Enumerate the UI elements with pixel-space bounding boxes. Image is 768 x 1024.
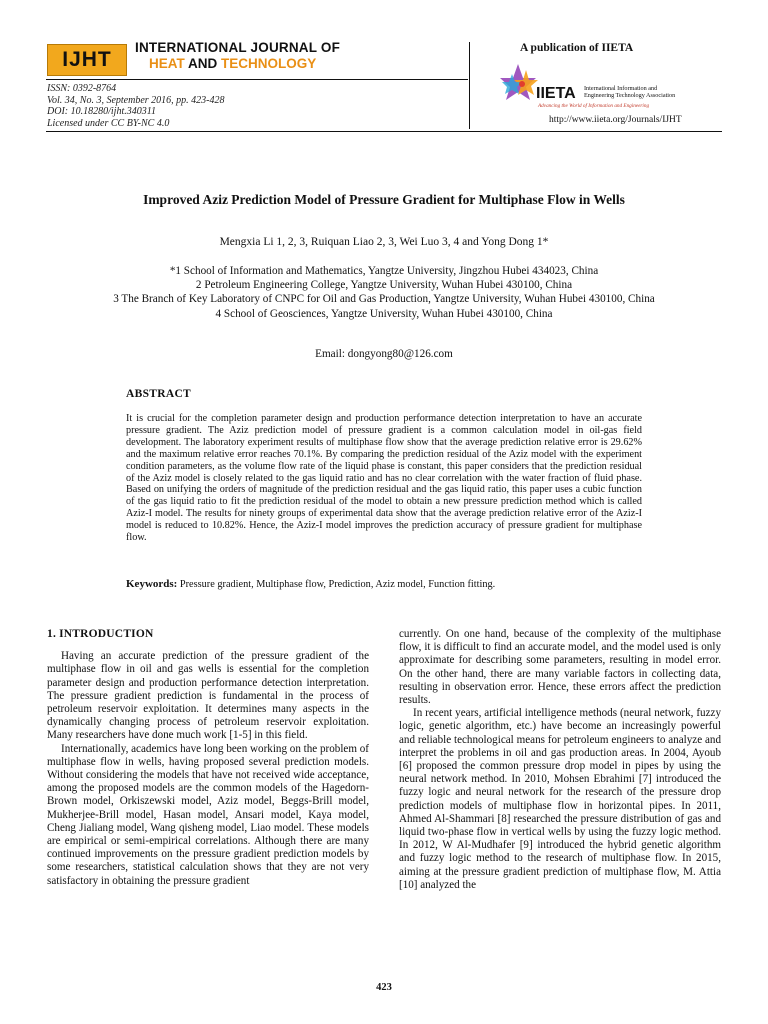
affiliation-2: 2 Petroleum Engineering College, Yangtze University, Wuhan Hubei 430100, China — [195, 279, 573, 292]
affiliation-1: *1 School of Information and Mathematics, Yangtze University, Jingzhou Hubei 434023, China — [169, 265, 599, 277]
iieta-star-icon — [500, 64, 538, 100]
page-number: 423 — [376, 982, 392, 993]
affiliations — [100, 264, 668, 321]
paragraph: Having an accurate prediction of the pressure gradient of the multiphase flow in oil and gas wells is essential for the completion parameter design and production performance detection interpretation. The pressure gradient prediction is fundamental in the process of petroleum reservoir exploitation. It determines many aspects in the dynamically changing process of petroleum reservoir exploitation. Many researchers have done much work [1-5] in this field. — [47, 650, 369, 742]
paper-authors: Mengxia Li 1, 2, 3, Ruiquan Liao 2, 3, Wei Luo 3, 4 and Yong Dong 1* — [219, 236, 549, 248]
left-column — [47, 628, 369, 888]
journal-heat: HEAT — [149, 56, 185, 71]
journal-logo-text: IJHT — [62, 48, 112, 71]
journal-technology: TECHNOLOGY — [221, 56, 317, 71]
journal-url-link[interactable]: http://www.iieta.org/Journals/IJHT — [549, 115, 682, 125]
iieta-logo — [498, 60, 678, 116]
iieta-name-line2: Engineering Technology Association — [584, 92, 676, 99]
header-rule — [46, 79, 468, 80]
paragraph: currently. On one hand, because of the complexity of the multiphase flow, it is difficult to find an accurate model, and the model used is only approximate for describing some parameters, resulting in model error. On the other hand, there are many variable factors in collecting data, resulting in observation error. Hence, these errors affect the prediction results. — [399, 628, 721, 707]
volume-info: Vol. 34, No. 3, September 2016, pp. 423-428 — [47, 94, 225, 106]
doi: DOI: 10.18280/ijht.340311 — [47, 106, 156, 117]
abstract-text: It is crucial for the completion parameter design and production performance detection interpretation to have an accurate pressure gradient. The Aziz prediction model of pressure gradient is a common calculation model in oil-gas field development. The laboratory experiment results of multiphase flow show that the average prediction relative error is 29.62% and the maximum relative error reaches 70.1%. By comparing the prediction residual of the Aziz model with the experiment condition parameters, as the volume flow rate of the liquid phase is constant, this paper considers that the prediction residual of the Aziz model is closely related to the gas liquid ratio and has no clear correlation with the water fraction of fluid phase. Based on unifying the orders of magnitude of the prediction residual and the gas liquid ratio, this paper uses a cubic function of the gas liquid ratio to fit the prediction residual of the model to obtain a new pressure prediction method which is called Aziz-I model. The results for ninety groups of experimental data show that the average prediction relative error of the Aziz-I model is reduced to 10.82%. Hence, the Aziz-I model improves the prediction accuracy of pressure gradient for multiphase flow. — [126, 413, 642, 544]
keywords-list: Pressure gradient, Multiphase flow, Prediction, Aziz model, Function fitting. — [177, 579, 496, 590]
section-heading-introduction: 1. INTRODUCTION — [47, 628, 154, 640]
abstract-heading: ABSTRACT — [126, 388, 192, 400]
keywords-label: Keywords: — [126, 578, 178, 590]
publication-info — [47, 83, 225, 129]
header-bottom-rule — [46, 131, 722, 132]
paper-title: Improved Aziz Prediction Model of Pressure Gradient for Multiphase Flow in Wells — [143, 192, 625, 207]
affiliation-3: 3 The Branch of Key Laboratory of CNPC for Oil and Gas Production, Yangtze University, Wuhan Hubei 430100, China — [113, 293, 655, 306]
iieta-name-line1: International Information and — [584, 85, 658, 92]
paragraph: Internationally, academics have long been working on the problem of multiphase flow in wells, having proposed several prediction models. Without considering the models that have not received wide acceptance, among the proposed models are the common models of the Hagedorn-Brown model, Orkiszewski model, Aziz model, Beggs-Brill model, Mukherjee-Brill model, Hasan model, Ansari model, Kaya model, Cheng Jialiang model, Wang qisheng model, Liao model. These models are empirical or semi-empirical correlations. Although there are many continued improvements on the pressure gradient prediction models by some researchers, statistical calculation shows that they are not very satisfactory in obtaining the pressure gradient — [47, 742, 369, 887]
issn: ISSN: 0392-8764 — [47, 83, 117, 94]
journal-and: AND — [184, 56, 221, 71]
journal-logo — [47, 44, 127, 76]
right-column — [399, 628, 721, 892]
affiliation-4: 4 School of Geosciences, Yangtze University, Wuhan Hubei 430100, China — [215, 307, 553, 320]
keywords — [126, 578, 642, 590]
journal-name-line1: INTERNATIONAL JOURNAL OF — [135, 40, 341, 55]
paragraph: In recent years, artificial intelligence methods (neural network, fuzzy logic, genetic algorithm, etc.) have become an increasingly powerful and reliable technological means for petroleum engineers to analyze and interpret the problems in oil and gas production areas. In 2004, Ayoub [6] proposed the common pressure drop model in pipes by using the neural network method. In 2010, Mohsen Ebrahimi [7] introduced the fuzzy logic and neural network for the research of the pressure drop prediction models of multiphase flow in horizontal pipes. In 2011, Ahmed Al-Shammari [8] researched the pressure distribution of gas and liquid two-phase flow in vertical wells by using the fuzzy logic method. In 2012, W Al-Mudhafer [9] introduced the hybrid genetic algorithm and fuzzy logic method to the research of multiphase flow. In 2015, aiming at the pressure gradient prediction of multiphase flow, M. Attia [10] analyzed the — [399, 707, 721, 891]
header-divider — [469, 42, 470, 129]
publication-of: A publication of IIETA — [520, 42, 634, 54]
iieta-logo-text: IIETA — [536, 85, 576, 102]
corresponding-email[interactable]: Email: dongyong80@126.com — [315, 348, 453, 360]
iieta-tagline: Advancing the World of Information and Engineering — [538, 103, 650, 109]
license: Licensed under CC BY-NC 4.0 — [47, 117, 170, 129]
journal-name-line2 — [149, 56, 316, 71]
